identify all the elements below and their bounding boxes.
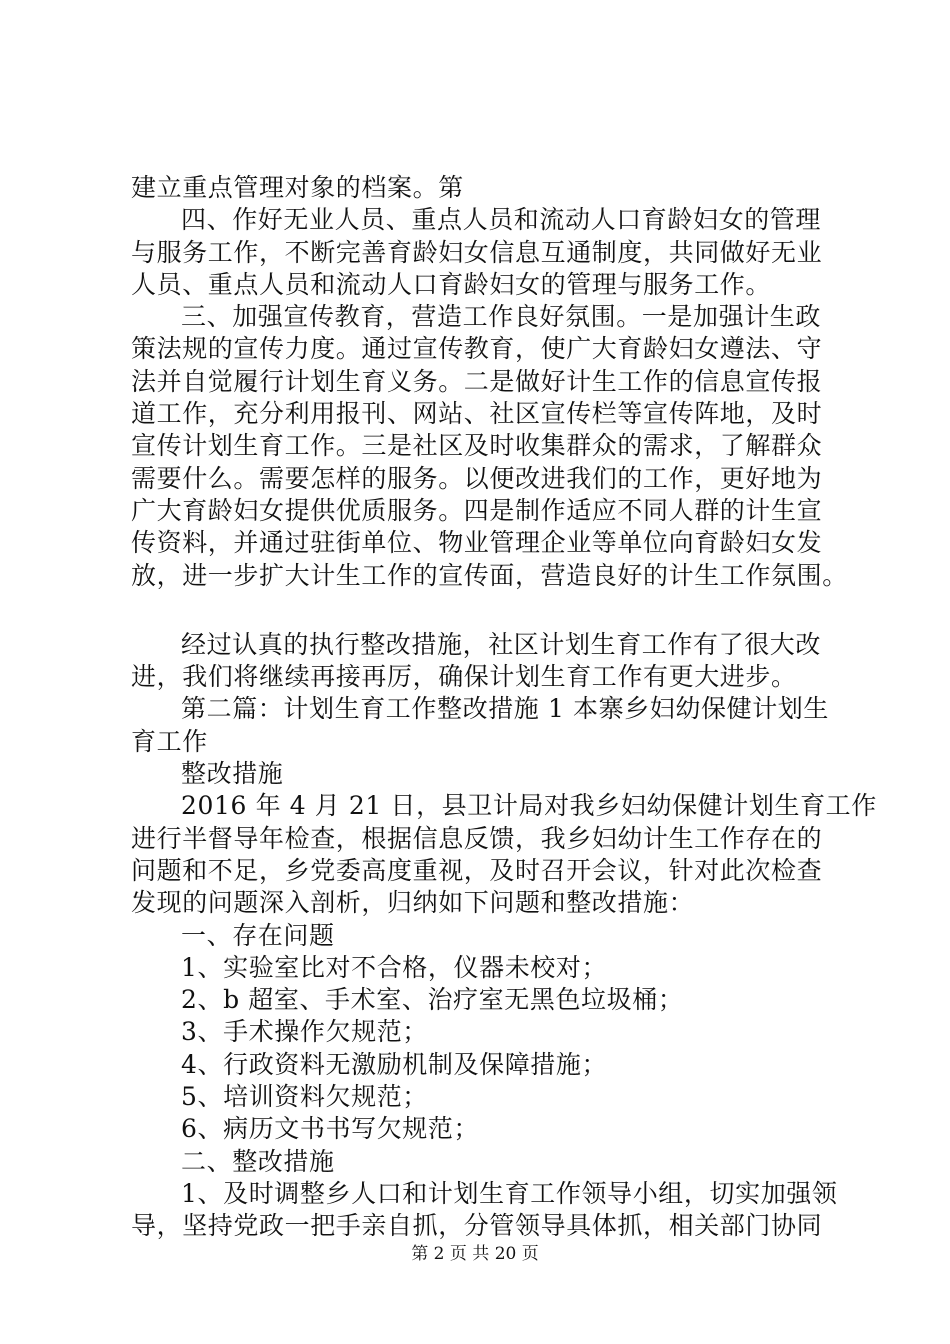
paragraph-heading-four: 四、作好无业人员、重点人员和流动人口育龄妇女的管理 — [181, 205, 822, 235]
section-title: 第二篇：计划生育工作整改措施 1 本寨乡妇幼保健计划生 — [181, 694, 830, 724]
list-item: 1、实验室比对不合格，仪器未校对； — [181, 952, 608, 982]
text-line: 建立重点管理对象的档案。第 — [131, 173, 464, 202]
list-item: 4、行政资料无激励机制及保障措施； — [181, 1049, 608, 1079]
text-line: 需要什么。需要怎样的服务。以便改进我们的工作，更好地为 — [131, 463, 823, 493]
page-footer: 第 2 页 共 20 页 — [411, 1244, 539, 1264]
date-paragraph: 2016 年 4 月 21 日，县卫计局对我乡妇幼保健计划生育工作 — [181, 791, 877, 821]
text-line: 广大育龄妇女提供优质服务。四是制作适应不同人群的计生宣 — [131, 495, 823, 525]
text-line: 道工作，充分利用报刊、网站、社区宣传栏等宣传阵地，及时 — [131, 399, 823, 429]
text-line: 进，我们将继续再接再厉，确保计划生育工作有更大进步。 — [131, 662, 797, 692]
list-item: 3、手术操作欠规范； — [181, 1017, 428, 1047]
list-item: 6、病历文书书写欠规范； — [181, 1114, 480, 1144]
text-line: 放，进一步扩大计生工作的宣传面，营造良好的计生工作氛围。 — [131, 560, 848, 590]
list-item: 1、及时调整乡人口和计划生育工作领导小组，切实加强领 — [181, 1178, 838, 1208]
list-heading-problems: 一、存在问题 — [181, 920, 335, 950]
conclusion-paragraph: 经过认真的执行整改措施，社区计划生育工作有了很大改 — [181, 629, 822, 659]
text-line: 传资料，并通过驻街单位、物业管理企业等单位向育龄妇女发 — [131, 528, 823, 558]
text-line: 宣传计划生育工作。三是社区及时收集群众的需求，了解群众 — [131, 431, 823, 461]
list-heading-measures: 二、整改措施 — [181, 1146, 335, 1176]
text-line: 与服务工作，不断完善育龄妇女信息互通制度，共同做好无业 — [131, 237, 823, 267]
text-line: 问题和不足，乡党委高度重视，及时召开会议，针对此次检查 — [131, 855, 823, 885]
text-line: 导，坚持党政一把手亲自抓，分管领导具体抓，相关部门协同 — [131, 1211, 823, 1241]
text-line: 育工作 — [131, 726, 208, 756]
text-line: 发现的问题深入剖析，归纳如下问题和整改措施： — [131, 888, 695, 918]
paragraph-heading-three: 三、加强宣传教育，营造工作良好氛围。一是加强计生政 — [181, 302, 822, 332]
document-body — [131, 172, 877, 1243]
subsection-title: 整改措施 — [181, 759, 284, 789]
list-item: 2、b 超室、手术室、治疗室无黑色垃圾桶； — [181, 985, 684, 1015]
text-line: 人员、重点人员和流动人口育龄妇女的管理与服务工作。 — [131, 269, 772, 299]
text-line: 法并自觉履行计划生育义务。二是做好计生工作的信息宣传报 — [131, 366, 823, 396]
list-item: 5、培训资料欠规范； — [181, 1082, 428, 1112]
paragraph-gap — [131, 592, 851, 629]
text-line: 进行半督导年检查，根据信息反馈，我乡妇幼计生工作存在的 — [131, 823, 823, 853]
text-line: 策法规的宣传力度。通过宣传教育，使广大育龄妇女遵法、守 — [131, 334, 823, 364]
